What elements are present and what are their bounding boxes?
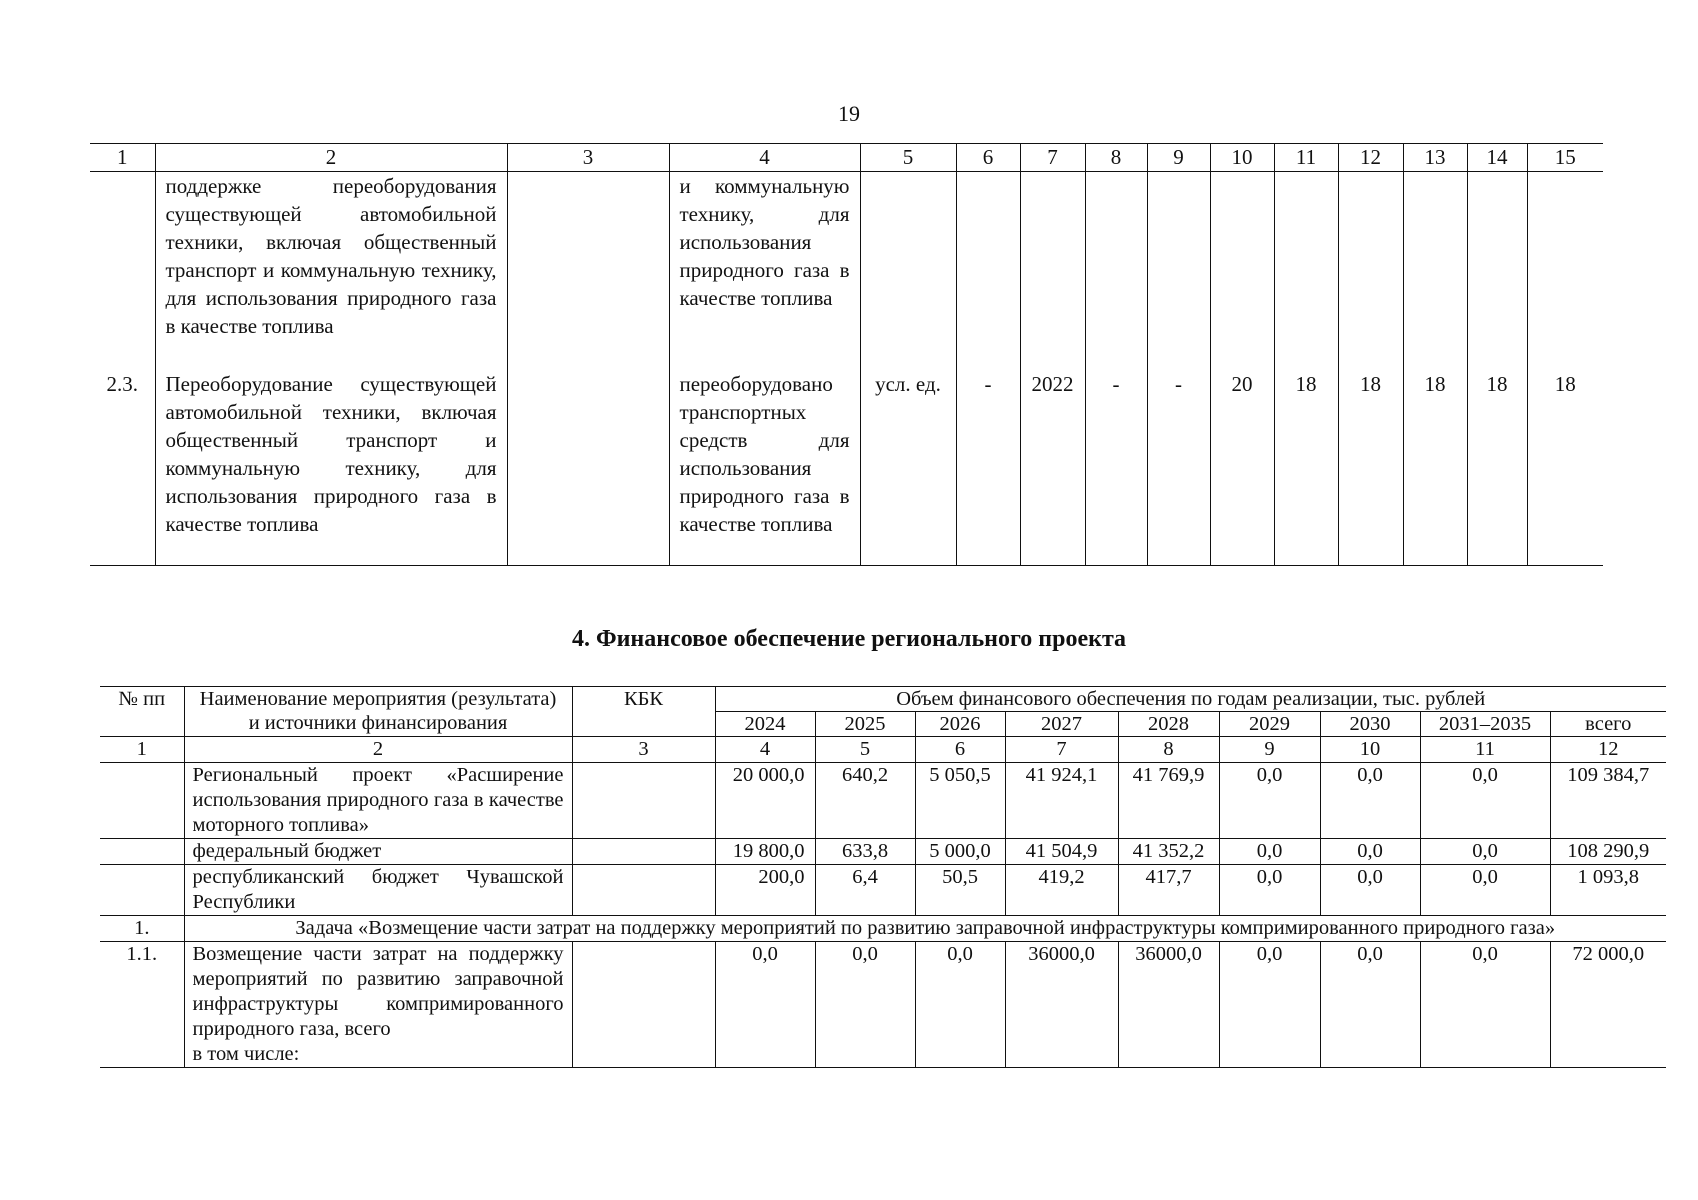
financing-table bbox=[100, 686, 1666, 1068]
base-value bbox=[956, 172, 1020, 370]
column-number: 8 bbox=[1085, 144, 1147, 172]
amount-cell: 0,0 bbox=[915, 942, 1005, 1068]
amount-cell: 6,4 bbox=[815, 865, 915, 916]
total-cell: 109 384,7 bbox=[1550, 763, 1666, 839]
amount-cell: 0,0 bbox=[1219, 763, 1320, 839]
column-number: 9 bbox=[1219, 737, 1320, 763]
event-name: Переоборудование существующей автомобильной техники, включая общественный транспорт и коммунальную технику, для использования природного газа в качестве топлива bbox=[155, 370, 507, 566]
column-number: 15 bbox=[1527, 144, 1603, 172]
column-number: 2 bbox=[184, 737, 572, 763]
header-year: 2025 bbox=[815, 712, 915, 737]
column-number: 7 bbox=[1005, 737, 1118, 763]
amount-cell: 0,0 bbox=[1320, 865, 1420, 916]
amount-cell: 0,0 bbox=[1219, 942, 1320, 1068]
year-value: 18 bbox=[1467, 370, 1527, 566]
header-year: 2026 bbox=[915, 712, 1005, 737]
amount-cell: 5 050,5 bbox=[915, 763, 1005, 839]
indicators-table bbox=[90, 143, 1603, 566]
indicator-name: и коммунальную технику, для использования природного газа в качестве топлива bbox=[669, 172, 860, 370]
row-number: 2.3. bbox=[90, 370, 155, 566]
amount-cell: 0,0 bbox=[815, 942, 915, 1068]
cell bbox=[507, 370, 669, 566]
amount-cell: 0,0 bbox=[1320, 763, 1420, 839]
header-year: 2031–2035 bbox=[1420, 712, 1550, 737]
amount-cell: 0,0 bbox=[1420, 839, 1550, 865]
total-cell: 108 290,9 bbox=[1550, 839, 1666, 865]
column-number: 10 bbox=[1320, 737, 1420, 763]
amount-cell: 0,0 bbox=[715, 942, 815, 1068]
year-value: 18 bbox=[1527, 370, 1603, 566]
year-value bbox=[1403, 172, 1467, 370]
event-name bbox=[184, 942, 572, 1068]
column-number: 6 bbox=[915, 737, 1005, 763]
amount-cell: 0,0 bbox=[1320, 942, 1420, 1068]
header-year: 2027 bbox=[1005, 712, 1118, 737]
column-number: 5 bbox=[860, 144, 956, 172]
year-value bbox=[1210, 172, 1274, 370]
column-number: 2 bbox=[155, 144, 507, 172]
header-number: № пп bbox=[100, 687, 184, 737]
amount-cell: 41 769,9 bbox=[1118, 763, 1219, 839]
header-volume: Объем финансового обеспечения по годам реализации, тыс. рублей bbox=[715, 687, 1666, 712]
header-row bbox=[100, 687, 1666, 712]
section-title: 4. Финансовое обеспечение регионального проекта bbox=[571, 626, 1127, 652]
amount-cell: 0,0 bbox=[1320, 839, 1420, 865]
header-year: 2028 bbox=[1118, 712, 1219, 737]
row-number bbox=[100, 763, 184, 839]
year-value: - bbox=[1085, 370, 1147, 566]
amount-cell: 640,2 bbox=[815, 763, 915, 839]
column-number: 1 bbox=[90, 144, 155, 172]
source-name: федеральный бюджет bbox=[184, 839, 572, 865]
base-value: - bbox=[956, 370, 1020, 566]
year-value: 18 bbox=[1338, 370, 1403, 566]
amount-cell: 0,0 bbox=[1420, 942, 1550, 1068]
header-year: 2024 bbox=[715, 712, 815, 737]
year-value bbox=[1274, 172, 1338, 370]
year-value: 20 bbox=[1210, 370, 1274, 566]
year-value bbox=[1467, 172, 1527, 370]
column-number: 1 bbox=[100, 737, 184, 763]
table-row bbox=[100, 942, 1666, 1068]
amount-cell: 0,0 bbox=[1219, 839, 1320, 865]
total-cell: 1 093,8 bbox=[1550, 865, 1666, 916]
table-row bbox=[100, 763, 1666, 839]
source-name: Региональный проект «Расширение использования природного газа в качестве моторного топлива» bbox=[184, 763, 572, 839]
row-number bbox=[100, 865, 184, 916]
table-row bbox=[100, 865, 1666, 916]
amount-cell: 633,8 bbox=[815, 839, 915, 865]
column-number-row bbox=[90, 144, 1603, 172]
column-number: 12 bbox=[1550, 737, 1666, 763]
year-value: 18 bbox=[1274, 370, 1338, 566]
row-number bbox=[100, 839, 184, 865]
header-name: Наименование мероприятия (результата) и источники финансирования bbox=[184, 687, 572, 737]
table-row bbox=[90, 172, 1603, 370]
event-name-text: Возмещение части затрат на поддержку мероприятий по развитию заправочной инфраструктуры компримированного природного газа, всего bbox=[192, 943, 564, 1040]
amount-cell: 5 000,0 bbox=[915, 839, 1005, 865]
page-number: 19 bbox=[838, 101, 860, 126]
event-name: поддержке переоборудования существующей автомобильной техники, включая общественный транспорт и коммунальную технику, для использования природного газа в качестве топлива bbox=[155, 172, 507, 370]
amount-cell: 417,7 bbox=[1118, 865, 1219, 916]
year-value bbox=[1527, 172, 1603, 370]
task-row bbox=[100, 916, 1666, 942]
column-number: 7 bbox=[1020, 144, 1085, 172]
task-number: 1. bbox=[100, 916, 184, 942]
column-number: 3 bbox=[572, 737, 715, 763]
column-number: 14 bbox=[1467, 144, 1527, 172]
base-year: 2022 bbox=[1020, 370, 1085, 566]
task-title: Задача «Возмещение части затрат на поддержку мероприятий по развитию заправочной инфраструктуры компримированного природного газа» bbox=[184, 916, 1666, 942]
year-value: - bbox=[1147, 370, 1210, 566]
column-number: 11 bbox=[1420, 737, 1550, 763]
amount-cell: 36000,0 bbox=[1005, 942, 1118, 1068]
column-number: 8 bbox=[1118, 737, 1219, 763]
column-number: 12 bbox=[1338, 144, 1403, 172]
header-year: 2030 bbox=[1320, 712, 1420, 737]
column-number: 4 bbox=[669, 144, 860, 172]
amount-cell: 19 800,0 bbox=[715, 839, 815, 865]
indicator-name: переоборудовано транспортных средств для использования природного газа в качестве топлива bbox=[669, 370, 860, 566]
amount-cell: 41 924,1 bbox=[1005, 763, 1118, 839]
amount-cell: 419,2 bbox=[1005, 865, 1118, 916]
year-value bbox=[1338, 172, 1403, 370]
unit bbox=[860, 172, 956, 370]
header-kbk: КБК bbox=[572, 687, 715, 737]
amount-cell: 20 000,0 bbox=[715, 763, 815, 839]
total-cell: 72 000,0 bbox=[1550, 942, 1666, 1068]
header-year: 2029 bbox=[1219, 712, 1320, 737]
unit: усл. ед. bbox=[860, 370, 956, 566]
base-year bbox=[1020, 172, 1085, 370]
kbk-cell bbox=[572, 942, 715, 1068]
amount-cell: 0,0 bbox=[1420, 763, 1550, 839]
row-number bbox=[90, 172, 155, 370]
column-number: 4 bbox=[715, 737, 815, 763]
year-value: 18 bbox=[1403, 370, 1467, 566]
year-value bbox=[1147, 172, 1210, 370]
row-number: 1.1. bbox=[100, 942, 184, 1068]
year-value bbox=[1085, 172, 1147, 370]
column-number: 11 bbox=[1274, 144, 1338, 172]
event-name-note: в том числе: bbox=[192, 1043, 300, 1065]
column-number: 9 bbox=[1147, 144, 1210, 172]
amount-cell: 50,5 bbox=[915, 865, 1005, 916]
column-number-row bbox=[100, 737, 1666, 763]
amount-cell: 200,0 bbox=[715, 865, 815, 916]
kbk-cell bbox=[572, 763, 715, 839]
amount-cell: 0,0 bbox=[1219, 865, 1320, 916]
kbk-cell bbox=[572, 865, 715, 916]
column-number: 6 bbox=[956, 144, 1020, 172]
amount-cell: 36000,0 bbox=[1118, 942, 1219, 1068]
column-number: 3 bbox=[507, 144, 669, 172]
amount-cell: 41 352,2 bbox=[1118, 839, 1219, 865]
amount-cell: 0,0 bbox=[1420, 865, 1550, 916]
column-number: 13 bbox=[1403, 144, 1467, 172]
table-row bbox=[100, 839, 1666, 865]
cell bbox=[507, 172, 669, 370]
amount-cell: 41 504,9 bbox=[1005, 839, 1118, 865]
source-name: республиканский бюджет Чувашской Республики bbox=[184, 865, 572, 916]
table-row bbox=[90, 370, 1603, 566]
column-number: 5 bbox=[815, 737, 915, 763]
header-total: всего bbox=[1550, 712, 1666, 737]
kbk-cell bbox=[572, 839, 715, 865]
column-number: 10 bbox=[1210, 144, 1274, 172]
